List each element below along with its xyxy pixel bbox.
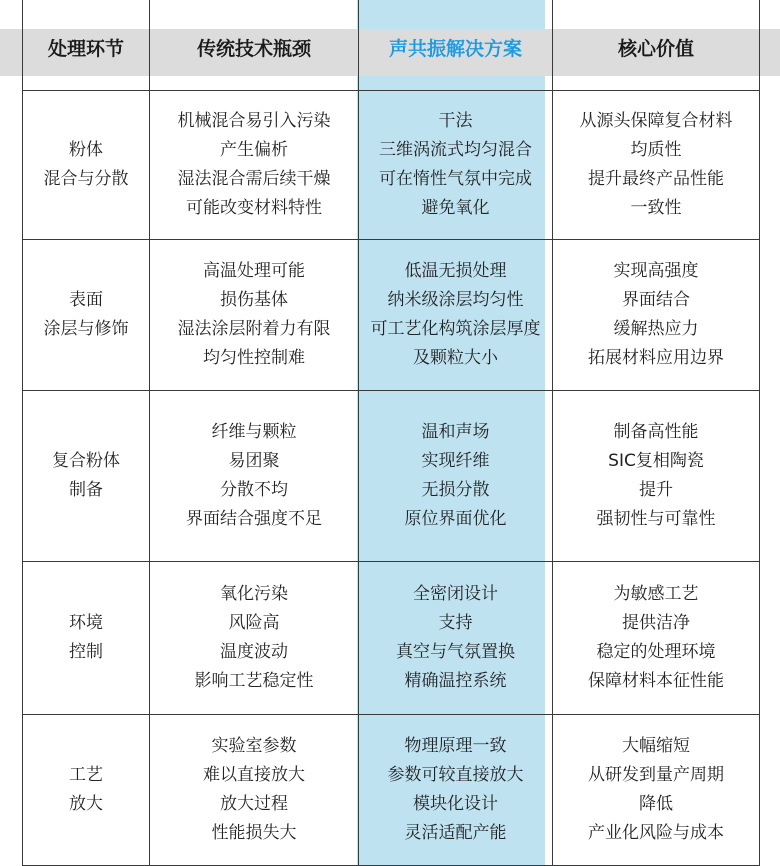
bottleneck-cell [150,562,359,715]
solution-line: 全密闭设计 [413,584,498,604]
header-value: 核心价值 [553,0,760,91]
comparison-table [22,0,760,866]
bottleneck-line: 分散不均 [220,480,288,500]
value-cell [553,715,760,866]
stage-line: 混合与分散 [43,169,129,189]
value-cell [553,91,760,240]
solution-line: 三维涡流式均匀混合 [379,140,532,160]
value-line: 保障材料本征性能 [588,671,724,691]
stage-line: 粉体 [69,140,103,160]
stage-line: 复合粉体 [52,451,120,471]
solution-line: 参数可较直接放大 [387,765,524,785]
bottleneck-line: 实验室参数 [211,736,297,756]
solution-line: 模块化设计 [413,794,498,814]
solution-line: 原位界面优化 [404,509,507,529]
stage-line: 表面 [69,290,103,310]
bottleneck-line: 纤维与颗粒 [211,422,297,442]
stage-cell [23,715,150,866]
solution-line: 精确温控系统 [404,671,507,691]
value-line: 提升 [639,480,673,500]
value-line: 从研发到量产周期 [588,765,724,785]
bottleneck-cell [150,715,359,866]
bottleneck-line: 可能改变材料特性 [186,198,322,218]
header-row [23,0,760,91]
value-line: 从源头保障复合材料 [579,111,733,131]
bottleneck-line: 产生偏析 [220,140,288,160]
stage-line: 环境 [69,613,103,633]
stage-cell [23,391,150,562]
bottleneck-line: 风险高 [228,613,280,633]
solution-cell [359,240,553,391]
value-line: 均质性 [630,140,682,160]
value-line: 为敏感工艺 [613,584,699,604]
header-solution: 声共振解决方案 [359,0,553,91]
bottleneck-line: 氧化污染 [220,584,288,604]
solution-cell [359,391,553,562]
value-line: 稳定的处理环境 [596,642,716,662]
table-row [23,391,760,562]
solution-line: 及颗粒大小 [413,348,498,368]
bottleneck-line: 机械混合易引入污染 [177,111,331,131]
bottleneck-line: 损伤基体 [220,290,288,310]
bottleneck-line: 性能损失大 [211,823,297,843]
value-cell [553,562,760,715]
bottleneck-line: 湿法混合需后续干燥 [177,169,331,189]
header-stage: 处理环节 [23,0,150,91]
value-line: 降低 [639,794,673,814]
bottleneck-line: 影响工艺稳定性 [194,671,314,691]
bottleneck-line: 高温处理可能 [203,261,305,281]
value-line: 产业化风险与成本 [588,823,724,843]
bottleneck-line: 易团聚 [228,451,280,471]
solution-line: 灵活适配产能 [404,823,507,843]
bottleneck-line: 湿法涂层附着力有限 [177,319,331,339]
header-bottleneck: 传统技术瓶颈 [150,0,359,91]
solution-line: 温和声场 [421,422,490,442]
solution-line: 实现纤维 [421,451,490,471]
value-line: 缓解热应力 [613,319,699,339]
table-row [23,562,760,715]
value-line: 界面结合 [622,290,690,310]
bottleneck-cell [150,391,359,562]
value-line: 提供洁净 [622,613,690,633]
value-line: SIC复相陶瓷 [608,451,704,471]
value-cell [553,240,760,391]
table-row [23,715,760,866]
bottleneck-line: 放大过程 [220,794,288,814]
solution-line: 无损分散 [421,480,490,500]
solution-cell [359,562,553,715]
bottleneck-line: 难以直接放大 [203,765,305,785]
stage-line: 工艺 [69,765,103,785]
table-row [23,91,760,240]
solution-cell [359,91,553,240]
value-line: 大幅缩短 [622,736,690,756]
bottleneck-line: 温度波动 [220,642,288,662]
stage-line: 控制 [69,642,103,662]
stage-line: 制备 [69,480,103,500]
value-line: 强韧性与可靠性 [596,509,716,529]
value-line: 提升最终产品性能 [588,169,724,189]
bottleneck-cell [150,91,359,240]
bottleneck-cell [150,240,359,391]
solution-line: 物理原理一致 [404,736,507,756]
stage-cell [23,562,150,715]
value-line: 拓展材料应用边界 [588,348,724,368]
stage-cell [23,91,150,240]
solution-line: 支持 [438,613,473,633]
value-line: 制备高性能 [613,422,699,442]
solution-line: 真空与气氛置换 [396,642,515,662]
solution-line: 干法 [438,111,473,131]
value-cell [553,391,760,562]
value-line: 实现高强度 [613,261,699,281]
solution-line: 避免氧化 [421,198,490,218]
solution-line: 纳米级涂层均匀性 [387,290,524,310]
solution-cell [359,715,553,866]
stage-line: 涂层与修饰 [43,319,129,339]
bottleneck-line: 界面结合强度不足 [186,509,322,529]
table-row [23,240,760,391]
solution-line: 可在惰性气氛中完成 [379,169,532,189]
solution-line: 低温无损处理 [404,261,507,281]
stage-line: 放大 [69,794,103,814]
stage-cell [23,240,150,391]
bottleneck-line: 均匀性控制难 [203,348,305,368]
solution-line: 可工艺化构筑涂层厚度 [370,319,541,339]
value-line: 一致性 [630,198,682,218]
